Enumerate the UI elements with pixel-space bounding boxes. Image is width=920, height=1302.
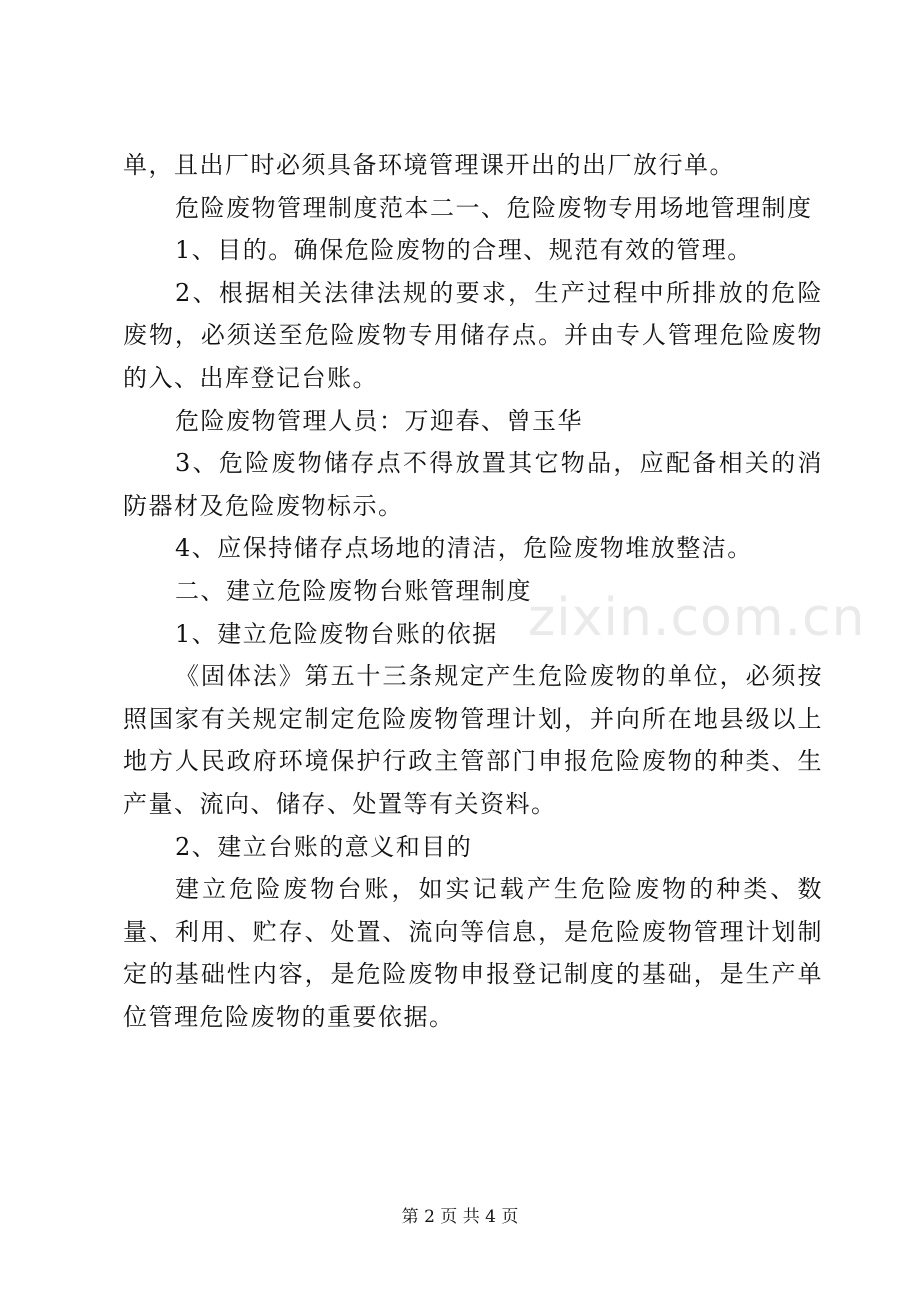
- paragraph-5: 危险废物管理人员：万迎春、曾玉华: [175, 406, 583, 435]
- paragraph-2: 危险废物管理制度范本二一、危险废物专用场地管理制度: [175, 193, 813, 222]
- paragraph-4: 2、根据相关法律法规的要求，生产过程中所排放的危险废物，必须送至危险废物专用储存点。并由专人管理危险废物的入、出库登记台账。: [123, 278, 823, 392]
- paragraph-6: 3、危险废物储存点不得放置其它物品，应配备相关的消防器材及危险废物标示。: [123, 449, 823, 520]
- paragraph-8: 二、建立危险废物台账管理制度: [175, 576, 532, 605]
- document-body: [123, 144, 823, 1038]
- paragraph-12: 建立危险废物台账，如实记载产生危险废物的种类、数量、利用、贮存、处置、流向等信息，是危险废物管理计划制定的基础性内容，是危险废物申报登记制度的基础，是生产单位管理危险废物的重要依据。: [123, 875, 823, 1031]
- page-footer: 第 2 页 共 4 页: [401, 1207, 519, 1227]
- paragraph-3: 1、目的。确保危险废物的合理、规范有效的管理。: [175, 236, 753, 265]
- paragraph-9: 1、建立危险废物台账的依据: [175, 619, 498, 648]
- paragraph-10: 《固体法》第五十三条规定产生危险废物的单位，必须按照国家有关规定制定危险废物管理计划，并向所在地县级以上地方人民政府环境保护行政主管部门申报危险废物的种类、生产量、流向、储存、处置等有关资料。: [123, 662, 823, 818]
- watermark: zixin.com.cn: [528, 588, 866, 648]
- paragraph-1: 单，且出厂时必须具备环境管理课开出的出厂放行单。: [123, 151, 735, 179]
- paragraph-7: 4、应保持储存点场地的清洁，危险废物堆放整洁。: [175, 534, 753, 563]
- paragraph-11: 2、建立台账的意义和目的: [175, 832, 473, 861]
